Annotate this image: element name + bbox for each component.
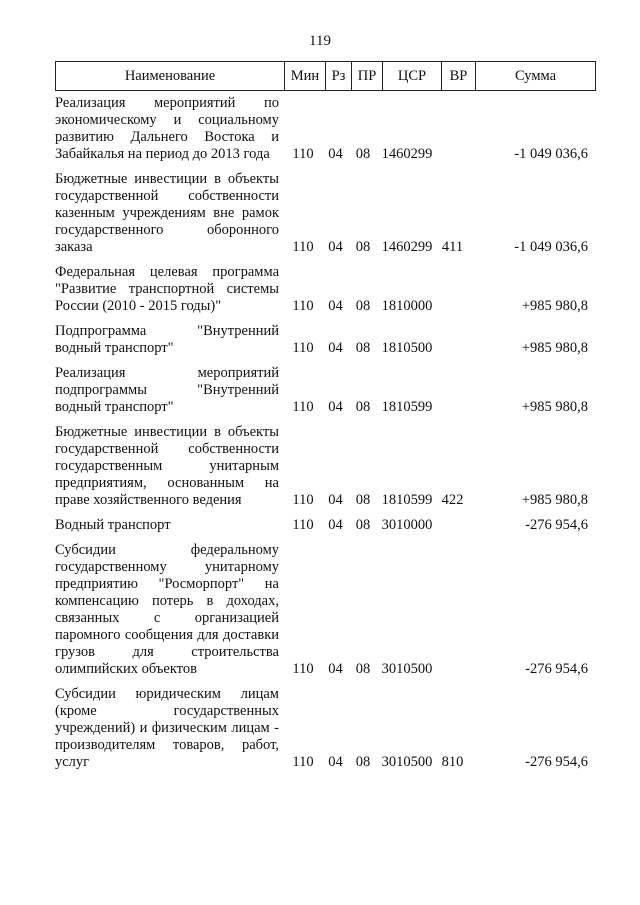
row-min: 110 bbox=[292, 298, 314, 314]
row-rz: 04 bbox=[328, 399, 343, 415]
row-csr: 1460299 bbox=[381, 146, 433, 162]
row-csr: 1810599 bbox=[381, 399, 433, 415]
row-csr: 3010500 bbox=[381, 754, 433, 770]
row-sum: -276 954,6 bbox=[525, 661, 588, 677]
row-min: 110 bbox=[292, 399, 314, 415]
row-vr bbox=[436, 264, 469, 323]
row-min: 110 bbox=[292, 661, 314, 677]
row-sum: -1 049 036,6 bbox=[514, 146, 588, 162]
row-rz: 04 bbox=[328, 298, 343, 314]
row-vr bbox=[436, 95, 469, 171]
row-csr: 3010000 bbox=[381, 517, 433, 533]
row-name: Реализация мероприятий по экономическому и социальному развитию Дальнего Востока и Забайкалья на период до 2013 года bbox=[55, 95, 279, 162]
table-row bbox=[55, 542, 588, 686]
row-csr: 1810500 bbox=[381, 340, 433, 356]
row-vr bbox=[436, 542, 469, 686]
row-sum: -1 049 036,6 bbox=[514, 239, 588, 255]
row-name: Субсидии федеральному государственному унитарному предприятию "Росморпорт" на компенсацию потерь в доходах, связанных с организацией паромного сообщения для доставки грузов для строительства олимпийских объектов bbox=[55, 542, 279, 677]
header-rz: Рз bbox=[326, 62, 352, 91]
row-min: 110 bbox=[292, 754, 314, 770]
header-vr: ВР bbox=[442, 62, 476, 91]
row-min: 110 bbox=[292, 517, 314, 533]
row-name: Субсидии юридическим лицам (кроме государственных учреждений) и физическим лицам - производителям товаров, работ, услуг bbox=[55, 686, 279, 770]
row-csr: 3010500 bbox=[381, 661, 433, 677]
table-row bbox=[55, 264, 588, 323]
row-sum: +985 980,8 bbox=[521, 298, 588, 314]
row-pr: 08 bbox=[355, 661, 371, 677]
row-vr: 411 bbox=[441, 239, 464, 255]
row-rz: 04 bbox=[328, 661, 343, 677]
row-min: 110 bbox=[292, 146, 314, 162]
row-min: 110 bbox=[292, 239, 314, 255]
row-pr: 08 bbox=[355, 146, 371, 162]
table-row bbox=[55, 686, 588, 779]
header-name: Наименование bbox=[56, 62, 285, 91]
row-name: Реализация мероприятий подпрограммы "Внутренний водный транспорт" bbox=[55, 365, 279, 415]
row-pr: 08 bbox=[355, 492, 371, 508]
row-pr: 08 bbox=[355, 517, 371, 533]
table-row bbox=[55, 95, 588, 171]
row-csr: 1460299 bbox=[381, 239, 433, 255]
row-name: Бюджетные инвестиции в объекты государственной собственности государственным унитарным предприятиям, основанным на праве хозяйственного ведения bbox=[55, 424, 279, 508]
row-name: Федеральная целевая программа "Развитие транспортной системы России (2010 - 2015 годы)" bbox=[55, 264, 279, 314]
row-rz: 04 bbox=[328, 340, 343, 356]
table-row bbox=[55, 365, 588, 424]
row-vr bbox=[436, 323, 469, 365]
row-min: 110 bbox=[292, 492, 314, 508]
row-vr bbox=[436, 517, 469, 542]
row-csr: 1810000 bbox=[381, 298, 433, 314]
table-row bbox=[55, 517, 588, 542]
table-row bbox=[55, 171, 588, 264]
row-name: Подпрограмма "Внутренний водный транспорт" bbox=[55, 323, 279, 356]
row-sum: +985 980,8 bbox=[521, 492, 588, 508]
row-vr: 422 bbox=[441, 492, 464, 508]
row-vr bbox=[436, 365, 469, 424]
row-rz: 04 bbox=[328, 754, 343, 770]
header-sum: Сумма bbox=[476, 62, 596, 91]
row-pr: 08 bbox=[355, 239, 371, 255]
row-rz: 04 bbox=[328, 492, 343, 508]
page-number: 119 bbox=[309, 33, 331, 49]
header-csr: ЦСР bbox=[383, 62, 442, 91]
row-sum: +985 980,8 bbox=[521, 340, 588, 356]
row-csr: 1810599 bbox=[381, 492, 433, 508]
row-pr: 08 bbox=[355, 399, 371, 415]
row-pr: 08 bbox=[355, 298, 371, 314]
table-header bbox=[55, 61, 596, 91]
row-sum: +985 980,8 bbox=[521, 399, 588, 415]
row-rz: 04 bbox=[328, 239, 343, 255]
row-vr: 810 bbox=[441, 754, 464, 770]
row-rz: 04 bbox=[328, 517, 343, 533]
row-sum: -276 954,6 bbox=[525, 517, 588, 533]
row-name: Водный транспорт bbox=[55, 517, 171, 533]
row-rz: 04 bbox=[328, 146, 343, 162]
row-sum: -276 954,6 bbox=[525, 754, 588, 770]
header-row bbox=[56, 62, 596, 91]
row-pr: 08 bbox=[355, 340, 371, 356]
table-row bbox=[55, 424, 588, 517]
budget-table bbox=[55, 95, 588, 779]
header-min: Мин bbox=[285, 62, 326, 91]
row-name: Бюджетные инвестиции в объекты государственной собственности казенным учреждениям вне рамок государственного оборонного заказа bbox=[55, 171, 279, 255]
table-row bbox=[55, 323, 588, 365]
row-pr: 08 bbox=[355, 754, 371, 770]
row-min: 110 bbox=[292, 340, 314, 356]
header-pr: ПР bbox=[352, 62, 383, 91]
